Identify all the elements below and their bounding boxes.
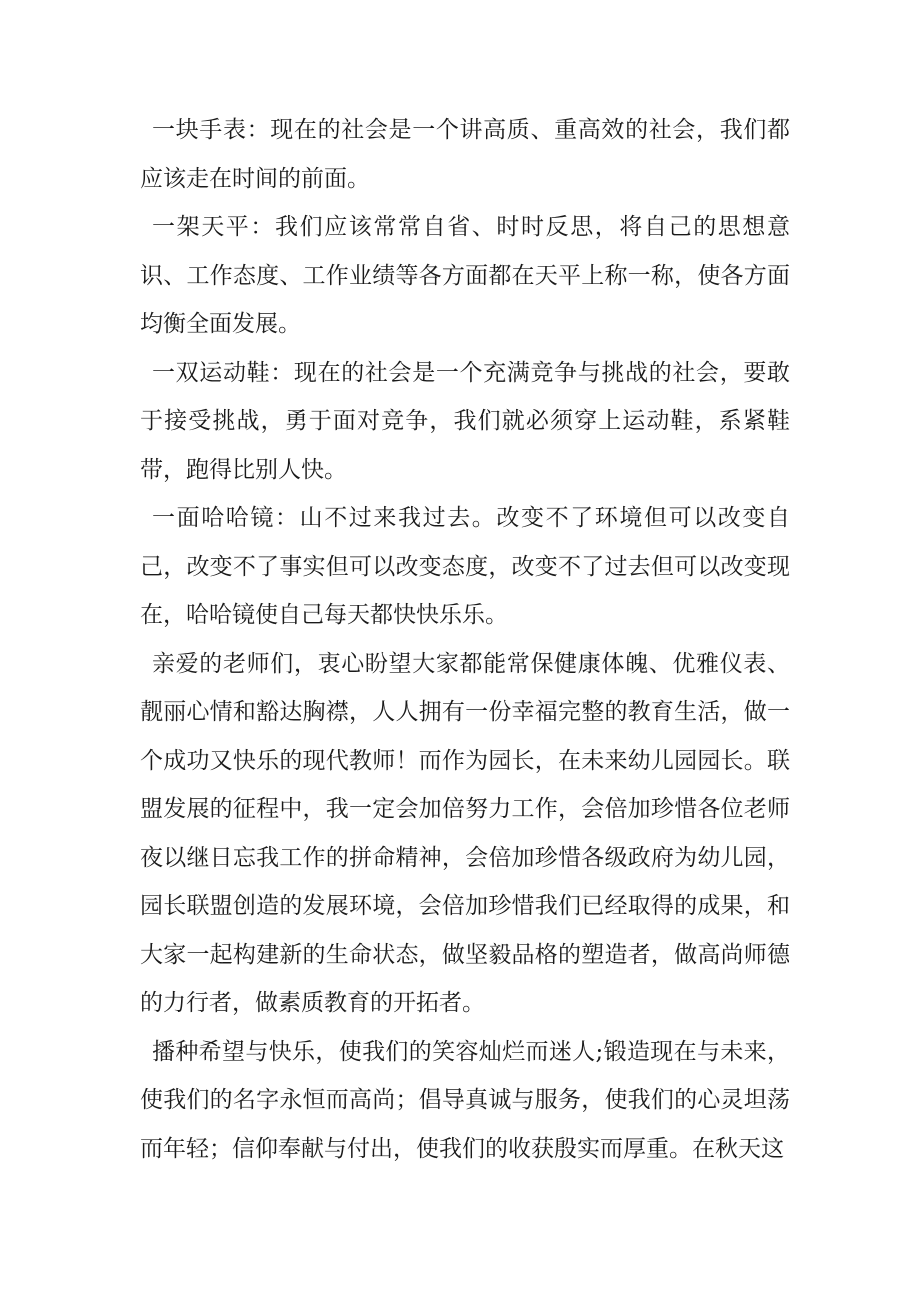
paragraph-sneakers: 一双运动鞋：现在的社会是一个充满竞争与挑战的社会，要敢于接受挑战，勇于面对竞争，我们就必须穿上运动鞋，系紧鞋带，跑得比别人快。 <box>140 359 790 483</box>
paragraph-hope: 播种希望与快乐，使我们的笑容灿烂而迷人;锻造现在与未来，使我们的名字永恒而高尚；倡导真诚与服务，使我们的心灵坦荡而年轻；信仰奉献与付出，使我们的收获殷实而厚重。在秋天这 <box>140 1038 790 1162</box>
paragraph-teachers: 亲爱的老师们，衷心盼望大家都能常保健康体魄、优雅仪表、靓丽心情和豁达胸襟，人人拥有一份幸福完整的教育生活，做一个成功又快乐的现代教师！而作为园长，在未来幼儿园园长。联盟发展的征程中，我一定会加倍努力工作，会倍加珍惜各位老师夜以继日忘我工作的拼命精神，会倍加珍惜各级政府为幼儿园，园长联盟创造的发展环境，会倍加珍惜我们已经取得的成果，和大家一起构建新的生命状态，做坚毅品格的塑造者，做高尚师德的力行者，做素质教育的开拓者。 <box>140 650 790 1016</box>
paragraph-watch: 一块手表：现在的社会是一个讲高质、重高效的社会，我们都应该走在时间的前面。 <box>140 117 790 192</box>
paragraph-scale: 一架天平：我们应该常常自省、时时反思，将自己的思想意识、工作态度、工作业绩等各方面都在天平上称一称，使各方面均衡全面发展。 <box>140 214 790 337</box>
paragraph-funhouse-mirror: 一面哈哈镜：山不过来我过去。改变不了环境但可以改变自己，改变不了事实但可以改变态度，改变不了过去但可以改变现在，哈哈镜使自己每天都快快乐乐。 <box>140 505 790 628</box>
document-body <box>140 106 790 1173</box>
